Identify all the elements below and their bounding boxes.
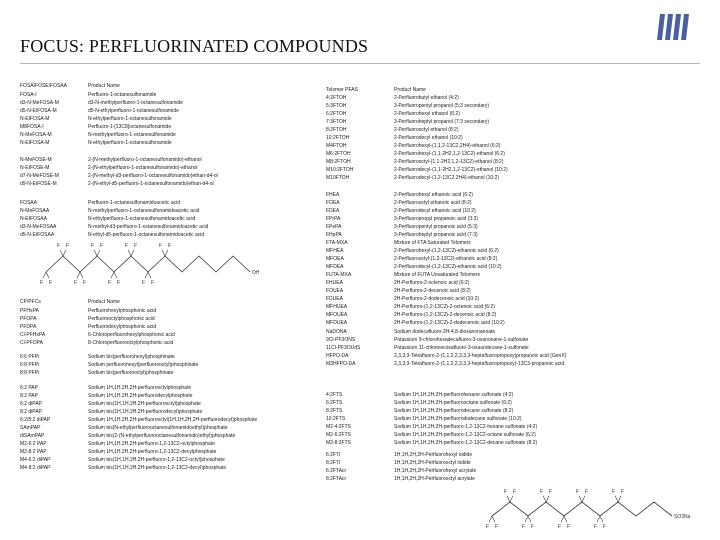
pfpi-list [20, 353, 310, 377]
compound-name: 3-Perfluoropentyl propanol (5:3 secondary) [394, 103, 490, 109]
fluorine-atom-label: F [540, 489, 544, 495]
table-row [326, 174, 700, 182]
compound-name: Perfluoro-1-octanesulfonamidoacetic acid [88, 200, 180, 206]
fluorine-atom-label: F [168, 243, 172, 249]
fluorine-atom-label: F [594, 524, 598, 530]
compound-code: 6:2FTAcr [326, 468, 347, 474]
table-row [326, 223, 700, 231]
compound-code: d3-N-MeFOSAA [20, 224, 57, 230]
table-row [326, 352, 700, 360]
fluorine-atom-label: F [159, 243, 163, 249]
compound-name: Sodium perfluorohexyl(perfluorooctyl)phosphinate [88, 362, 199, 368]
telomer-code-header: Telomer PFAS [326, 87, 358, 93]
compound-name: 2-Perfluorohexyl-(1,2-13C2)-ethanoic acid (6:2) [394, 248, 499, 254]
compound-name: 2-Perfluorohexyl-(1,1,2-13C2,2H4)-ethanol (6:2) [394, 143, 501, 149]
compound-name: Sodium 1H,1H,2H,2H-perfluorooctane sulfonate (6:2) [394, 400, 512, 406]
pfcs-list [20, 307, 310, 347]
compound-name: Perfluorooctylphosphonic acid [88, 316, 155, 322]
compound-code: 10:2FTOH [326, 135, 350, 141]
compound-name: 6-Chloroperfluorohexylphosphonic acid [88, 332, 175, 338]
fluorine-atom-label: F [100, 243, 104, 249]
compound-name: N-methylperfluoro-1-octanesulfonamide [88, 132, 176, 138]
compound-name: 2H-Perfluoro-2-octenoic acid (6:2) [394, 280, 470, 286]
table-row [326, 303, 700, 311]
compound-code: FPrPA [326, 216, 341, 222]
compound-code: FOUEA [326, 288, 344, 294]
compound-code: FUTA-MXA [326, 272, 352, 278]
table-row [326, 239, 700, 247]
compound-code: 8:8 PFPi [20, 370, 40, 376]
table-row [20, 353, 310, 361]
functional-group-label: SO3Na [674, 514, 691, 520]
company-logo-icon [650, 10, 700, 50]
table-row [20, 123, 310, 131]
compound-code: MFOEA [326, 256, 344, 262]
compound-name: 2-Perfluorodecyl-(1,2-13C2)-ethanoic acid (10:2) [394, 264, 502, 270]
compound-code: 9Cl-PF3ONS [326, 337, 356, 343]
compound-code: d5-N-EtFOSAA [20, 232, 55, 238]
compound-code: FHpPA [326, 232, 342, 238]
compound-name: Sodium bis(1H,1H,2H,2H-perfluoro-1,2-13C2-octyl)phosphate [88, 457, 225, 463]
fluorine-atom-label: F [91, 243, 95, 249]
table-row [20, 339, 310, 347]
compound-code: M3HFPO-DA [326, 361, 356, 367]
compound-code: 6:2FTS [326, 400, 343, 406]
compound-name: 2H-Perfluoro-2-dodecenoic acid (10:2) [394, 296, 480, 302]
compound-name: Sodium 1H,1H,2H,2H-perfluoro-1,2-13C2-octane sulfonate (6:2) [394, 432, 536, 438]
compound-name: Sodium 1H,1H,2H,2H-perfluorodecane sulfonate (8:2) [394, 408, 514, 414]
table-row [20, 91, 310, 99]
compound-code: Cl-PFOPA [20, 340, 43, 346]
table-row [20, 392, 320, 400]
table-row [326, 407, 700, 415]
compound-code: FTA-MXA [326, 240, 348, 246]
table-row [20, 323, 310, 331]
fluorine-atom-label: F [567, 524, 571, 530]
compound-code: 10:2FTS [326, 416, 346, 422]
compound-name: Sodium 1H,1H,2H,2H-perfluorododecane sulfonate (10:2) [394, 416, 522, 422]
compound-name: 2-Perfluorodecyl ethanoic acid (10:2) [394, 208, 476, 214]
compound-name: Mixture of FTA Saturated Telomers [394, 240, 471, 246]
compound-code: 6:2FTOH [326, 111, 347, 117]
table-row [20, 315, 310, 323]
fluorine-atom-label: F [513, 489, 517, 495]
table-row [326, 399, 700, 407]
fosa-list [20, 91, 310, 147]
compound-name: 1H,1H,2H,2H-Perfluorohexyl iodide [394, 452, 473, 458]
table-row [20, 172, 310, 180]
table-row [20, 207, 310, 215]
pfcs-name-header: Product Name [88, 299, 120, 305]
fluorine-atom-label: F [108, 280, 112, 286]
fluorine-atom-label: F [558, 524, 562, 530]
compound-name: 2-Perfluorooctyl-(1,2-13C2)-ethanoic acid (8:2) [394, 256, 498, 262]
page-title: FOCUS: PERFLUORINATED COMPOUNDS [20, 36, 369, 56]
table-row [326, 287, 700, 295]
compound-code: d7-N-MeFOSE-M [20, 173, 59, 179]
compound-name: Sodium bis(2-(N-ethylperfluorooctanesulfonamido)ethyl)phosphate [88, 433, 236, 439]
fosaa-list [20, 199, 310, 239]
compound-name: 2-(N-methyl-d3-perfluoro-1-octanesulfonamido)ethan-d4-ol [88, 173, 218, 179]
table-row [326, 215, 700, 223]
compound-name: Sodium bis(1H,1H,2H,2H-perfluorooctyl)phosphate [88, 401, 201, 407]
compound-name: Perfluoro-1-octanesulfonamide [88, 92, 157, 98]
compound-code: FDUEA [326, 296, 343, 302]
fluorine-atom-label: F [531, 524, 535, 530]
compound-name: 1H,1H,2H,2H-Perfluorooctyl iodide [394, 460, 471, 466]
compound-name: Sodium 1H,1H,2H,2H-perfluorohexane sulfonate (4:2) [394, 392, 514, 398]
compound-code: PFOPA [20, 316, 37, 322]
compound-name: N-ethylperfluoro-1-octanesulfonamidoacetic acid [88, 216, 196, 222]
compound-name: Potassium 9-chlorohexadecafluoro-3-oxanonane-1-sulfonate [394, 337, 529, 343]
fluorine-atom-label: F [74, 280, 78, 286]
compound-code: SAmPAP [20, 425, 41, 431]
fluorine-atom-label: F [486, 524, 490, 530]
fose-structure-icon [30, 240, 280, 298]
table-row [326, 467, 700, 475]
title-divider [20, 63, 700, 64]
table-row [20, 180, 310, 188]
fluorine-atom-label: F [66, 243, 70, 249]
compound-name: 2-Perfluorodecyl ethanol (10:2) [394, 135, 463, 141]
compound-code: M8:2FTOH [326, 159, 351, 165]
table-row [20, 156, 310, 164]
compound-code: 8:2 diPAP [20, 409, 42, 415]
compound-code: M2-6:2FTS [326, 432, 352, 438]
compound-name: 2-Perfluorohexyl ethanol (6:2) [394, 111, 460, 117]
table-row [20, 331, 310, 339]
table-row [20, 115, 310, 123]
compound-name: 3-Perfluoropentyl propanoic acid (5:3) [394, 224, 478, 230]
compound-name: 3-Perfluoropropyl propanoic acid (3:3) [394, 216, 478, 222]
table-row [326, 279, 700, 287]
fluorine-atom-label: F [576, 489, 580, 495]
compound-code: M6:2FTOH [326, 151, 351, 157]
compound-code: 6:2/8:2 diPAP [20, 417, 51, 423]
compound-name: N-methylperfluoro-1-octanesulfonamidoacetic acid [88, 208, 200, 214]
compound-code: N-EtFOSAA [20, 216, 47, 222]
compound-code: 6:8 PFPi [20, 362, 40, 368]
compound-code: FHUEA [326, 280, 343, 286]
fluorine-atom-label: F [49, 280, 53, 286]
fluorine-atom-label: F [495, 524, 499, 530]
compound-name: Sodium 1H,1H,2H,2H-perfluoro-1,2-13C2-octylphosphate [88, 441, 216, 447]
compound-code: 8:2 PAP [20, 393, 38, 399]
fluorine-atom-label: F [504, 489, 508, 495]
compound-name: N-ethylperfluoro-1-octanesulfonamide [88, 140, 172, 146]
compound-name: 2H-Perfluoro-(1,2-13C2)-2-decenoic acid (8:2) [394, 312, 497, 318]
compound-code: 11Cl-PF3OUdS [326, 345, 361, 351]
table-row [326, 336, 700, 344]
compound-code: PFDPA [20, 324, 37, 330]
table-row [20, 400, 320, 408]
table-row [20, 139, 310, 147]
fluorine-atom-label: F [585, 489, 589, 495]
pfcs-code-header: CP/PFCs [20, 299, 41, 305]
compound-code: HFPO-DA [326, 353, 349, 359]
compound-code: FOSAA [20, 200, 37, 206]
functional-group-label: OH [252, 270, 260, 276]
code-header: FOSA/FOSE/FOSAA [20, 83, 67, 89]
table-row [326, 110, 700, 118]
compound-code: N-EtFOSA-M [20, 116, 50, 122]
compound-code: N-MeFOSE-M [20, 157, 52, 163]
compound-code: 4:2FTS [326, 392, 343, 398]
fosa-table-header [20, 82, 310, 90]
compound-code: N-EtFOSA-M [20, 140, 50, 146]
compound-code: M4FTOH [326, 143, 347, 149]
compound-name: d3-N-methylperfluoro-1-octanesulfonamide [88, 100, 184, 106]
compound-code: M8FOSA-I [20, 124, 44, 130]
table-row [20, 416, 320, 424]
compound-name: Sodium dodecafluoro-3H-4,8-dioxanonanoate [394, 329, 496, 335]
compound-code: MFOUEA [326, 312, 348, 318]
table-row [20, 424, 320, 432]
table-row [326, 199, 700, 207]
compound-code: M2-4:2FTS [326, 424, 352, 430]
compound-code: FHEA [326, 192, 340, 198]
fluorine-atom-label: F [117, 280, 121, 286]
sulfonate-structure-icon [478, 486, 700, 536]
fluorine-atom-label: F [142, 280, 146, 286]
compound-name: Sodium bis(perfluorohexyl)phosphinate [88, 354, 175, 360]
ether-list [326, 328, 700, 368]
fluorine-atom-label: F [549, 489, 553, 495]
compound-code: 8:2FTAcr [326, 476, 347, 482]
compound-name: 2H-Perfluoro-(1,2-13C2)-2-octenoic acid (6:2) [394, 304, 495, 310]
table-row [20, 408, 320, 416]
table-row [20, 369, 310, 377]
table-row [326, 247, 700, 255]
compound-code: 8:2FTOH [326, 127, 347, 133]
table-row [326, 271, 700, 279]
table-row [326, 255, 700, 263]
compound-code: 7:3FTOH [326, 119, 347, 125]
compound-name: Sodium 1H,1H,2H,2H-perfluorodecylphosphate [88, 393, 193, 399]
fluorine-atom-label: F [125, 243, 129, 249]
table-row [326, 423, 700, 431]
fluorine-atom-label: F [134, 243, 138, 249]
compound-name: Sodium 1H,1H,2H,2H-perfluorooctyl(1H,1H,2H,2H-perfluorodecyl)phosphate [88, 417, 258, 423]
compound-code: M10FTOH [326, 175, 350, 181]
compound-name: N-ethyl-d5-perfluoro-1-octanesulfonamidoacetic acid [88, 232, 205, 238]
telomer-name-header: Product Name [394, 87, 426, 93]
fose-list [20, 156, 310, 188]
table-row [326, 102, 700, 110]
compound-code: 6:6 PFPi [20, 354, 40, 360]
table-row [20, 456, 320, 464]
compound-name: 2-Perfluorooctyl-(1,1-2H2,1,2-13C2)-ethanol (8:2) [394, 159, 504, 165]
compound-name: 2-Perfluorobutyl ethanol (4:2) [394, 95, 459, 101]
compound-name: Sodium 1H,1H,2H,2H-perfluorooctylphosphate [88, 385, 192, 391]
compound-name: Sodium bis(1H,1H,2H,2H-perfluoro-1,2-13C2-decyl)phosphate [88, 465, 227, 471]
compound-code: FOSA-I [20, 92, 37, 98]
compound-code: 4:2FTOH [326, 95, 347, 101]
table-row [326, 158, 700, 166]
compound-code: FPePA [326, 224, 342, 230]
table-row [326, 126, 700, 134]
compound-name: 2,3,3,3-Tetrafluoro-2-(1,1,2,2,3,3,3-heptafluoropropoxy)propanoic acid (GenX) [394, 353, 567, 359]
iodide-list [326, 451, 700, 483]
compound-name: Perfluorodecylphosphonic acid [88, 324, 157, 330]
table-row [326, 360, 700, 368]
fluorine-atom-label: F [522, 524, 526, 530]
table-row [20, 231, 310, 239]
compound-name: 2-Perfluorohexyl-(1,1-2H2,1,2-13C2)-ethanol (6:2) [394, 151, 505, 157]
fluorine-atom-label: F [57, 243, 61, 249]
fluorine-atom-label: F [621, 489, 625, 495]
compound-name: Perfluorohexylphosphonic acid [88, 308, 157, 314]
compound-code: N-MeFOSAA [20, 208, 50, 214]
compound-name: 2-Perfluorodecyl-(1,1-2H2,1,2-13C2)-ethanol (10:2) [394, 167, 508, 173]
compound-name: 2H-Perfluoro-(1,2-13C2)-2-dodecenoic acid (10:2) [394, 320, 505, 326]
table-row [20, 164, 310, 172]
table-row [326, 118, 700, 126]
compound-code: N-MeFOSA-M [20, 132, 52, 138]
pap-list [20, 384, 320, 472]
compound-name: N-methyl-d3-perfluoro-1-octanesulfonamidoacetic acid [88, 224, 209, 230]
fluorine-atom-label: F [612, 489, 616, 495]
table-row [20, 384, 320, 392]
pfcs-table-header [20, 298, 310, 306]
table-row [326, 263, 700, 271]
compound-name: 2-(N-ethyl-d5-perfluoro-1-octanesulfonamido)ethan-d4-ol [88, 181, 214, 187]
telomer-table-header [326, 86, 700, 94]
compound-code: Cl-PFHxPA [20, 332, 46, 338]
table-row [20, 464, 320, 472]
table-row [326, 451, 700, 459]
compound-code: N-EtFOSE-M [20, 165, 50, 171]
table-row [20, 223, 310, 231]
compound-code: M2-8:2 PAP [20, 449, 47, 455]
compound-code: 5:3FTOH [326, 103, 347, 109]
table-row [20, 107, 310, 115]
compound-name: d5-N-ethylperfluoro-1-octanesulfonamide [88, 108, 179, 114]
table-row [326, 439, 700, 447]
fluorine-atom-label: F [40, 280, 44, 286]
fluorine-atom-label: F [603, 524, 607, 530]
compound-name: 1H,1H,2H,2H-Perfluorooctyl acrylate [394, 476, 475, 482]
compound-code: M2-8:2FTS [326, 440, 352, 446]
table-row [326, 328, 700, 336]
table-row [326, 311, 700, 319]
fluorine-atom-label: F [83, 280, 87, 286]
table-row [20, 99, 310, 107]
compound-name: 2-(N-methylperfluoro-1-octanesulfonamido)-ethanol [88, 157, 202, 163]
table-row [326, 207, 700, 215]
compound-code: MFDEA [326, 264, 344, 270]
table-row [20, 361, 310, 369]
compound-name: 2,3,3,3-Tetrafluoro-2-(1,1,2,2,3,3,3-heptafluoropropoxy)-13C3-propanoic acid [394, 361, 565, 367]
compound-name: Sodium bis(1H,1H,2H,2H-perfluorodecyl)phosphate [88, 409, 203, 415]
compound-code: M10:2FTOH [326, 167, 354, 173]
sulfonate-list [326, 391, 700, 447]
compound-name: Sodium 1H,1H,2H,2H-perfluoro-1,2-13C2-hexane sulfonate (4:2) [394, 424, 538, 430]
compound-code: MFHUEA [326, 304, 348, 310]
table-row [20, 440, 320, 448]
table-row [326, 191, 700, 199]
table-row [326, 295, 700, 303]
table-row [326, 459, 700, 467]
compound-code: M4-6:2 diPAP [20, 457, 51, 463]
compound-name: 3-Perfluoroheptyl propanoic acid (7:3) [394, 232, 478, 238]
compound-code: 6:2FTI [326, 452, 341, 458]
table-row [326, 415, 700, 423]
compound-name: Mixture of FUTA Unsaturated Telomers [394, 272, 480, 278]
compound-name: 1H,1H,2H,2H-Perfluorohexyl acrylate [394, 468, 477, 474]
acid-list [326, 191, 700, 327]
name-header: Product Name [88, 83, 120, 89]
compound-name: Sodium 1H,1H,2H,2H-perfluoro-1,2-13C2-decane sulfonate (8:2) [394, 440, 538, 446]
compound-code: d9-N-EtFOSE-M [20, 181, 57, 187]
compound-code: d3-N-MeFOSA-M [20, 100, 59, 106]
table-row [326, 166, 700, 174]
compound-code: FDEA [326, 208, 340, 214]
compound-code: PFHxPA [20, 308, 39, 314]
compound-name: 2H-Perfluoro-2-decenoic acid (8:2) [394, 288, 471, 294]
compound-name: 2-Perfluorooctyl ethanol (8:2) [394, 127, 459, 133]
table-row [326, 475, 700, 483]
alcohol-list [326, 94, 700, 182]
compound-name: 2-Perfluorodecyl-(1,2-13C2,2H4)-ethanol (10:2) [394, 175, 500, 181]
compound-name: 2-Perfluorooctyl ethanoic acid (8:2) [394, 200, 472, 206]
table-row [20, 448, 320, 456]
compound-code: M4-8:2 diPAP [20, 465, 51, 471]
compound-name: 2-Perfluorohexyl ethanoic acid (6:2) [394, 192, 473, 198]
fluorine-atom-label: F [151, 280, 155, 286]
compound-name: 8-Chloroperfluorooctylphosphonic acid [88, 340, 174, 346]
table-row [20, 307, 310, 315]
table-row [326, 134, 700, 142]
compound-code: d5-N-EtFOSA-M [20, 108, 57, 114]
compound-code: 6:2 diPAP [20, 401, 42, 407]
compound-code: 6:2 PAP [20, 385, 38, 391]
table-row [20, 432, 320, 440]
table-row [20, 215, 310, 223]
compound-name: N-ethylperfluoro-1-octanesulfonamide [88, 116, 172, 122]
compound-name: 3-Perfluoroheptyl propanol (7:3 secondary) [394, 119, 490, 125]
compound-name: Sodium bis(N-ethylperfluorooctanesulfonamidoethyl)phosphate [88, 425, 228, 431]
compound-code: MFHEA [326, 248, 344, 254]
table-row [326, 231, 700, 239]
compound-code: diSAmPAP [20, 433, 45, 439]
compound-code: 8:2FTI [326, 460, 341, 466]
table-row [326, 391, 700, 399]
compound-name: Perfluoro-1-[13C8]octanesulfonamide [88, 124, 172, 130]
table-row [326, 319, 700, 327]
table-row [326, 94, 700, 102]
compound-code: M2-6:2 PAP [20, 441, 47, 447]
compound-code: MFDUEA [326, 320, 348, 326]
table-row [326, 142, 700, 150]
compound-name: Sodium bis(perfluorooctyl)phosphinate [88, 370, 174, 376]
compound-name: Potassium 11-chloroeicosafluoro-3-oxaundecane-1-sulfonate [394, 345, 529, 351]
compound-code: 8:2FTS [326, 408, 343, 414]
table-row [20, 131, 310, 139]
table-row [326, 150, 700, 158]
table-row [326, 431, 700, 439]
compound-code: NaDONA [326, 329, 347, 335]
compound-code: FOEA [326, 200, 340, 206]
compound-name: 2-(N-ethylperfluoro-1-octanesulfonamido)-ethanol [88, 165, 198, 171]
compound-name: Sodium 1H,1H,2H,2H-perfluoro-1,2-13C2-decylphosphate [88, 449, 217, 455]
table-row [326, 344, 700, 352]
table-row [20, 199, 310, 207]
